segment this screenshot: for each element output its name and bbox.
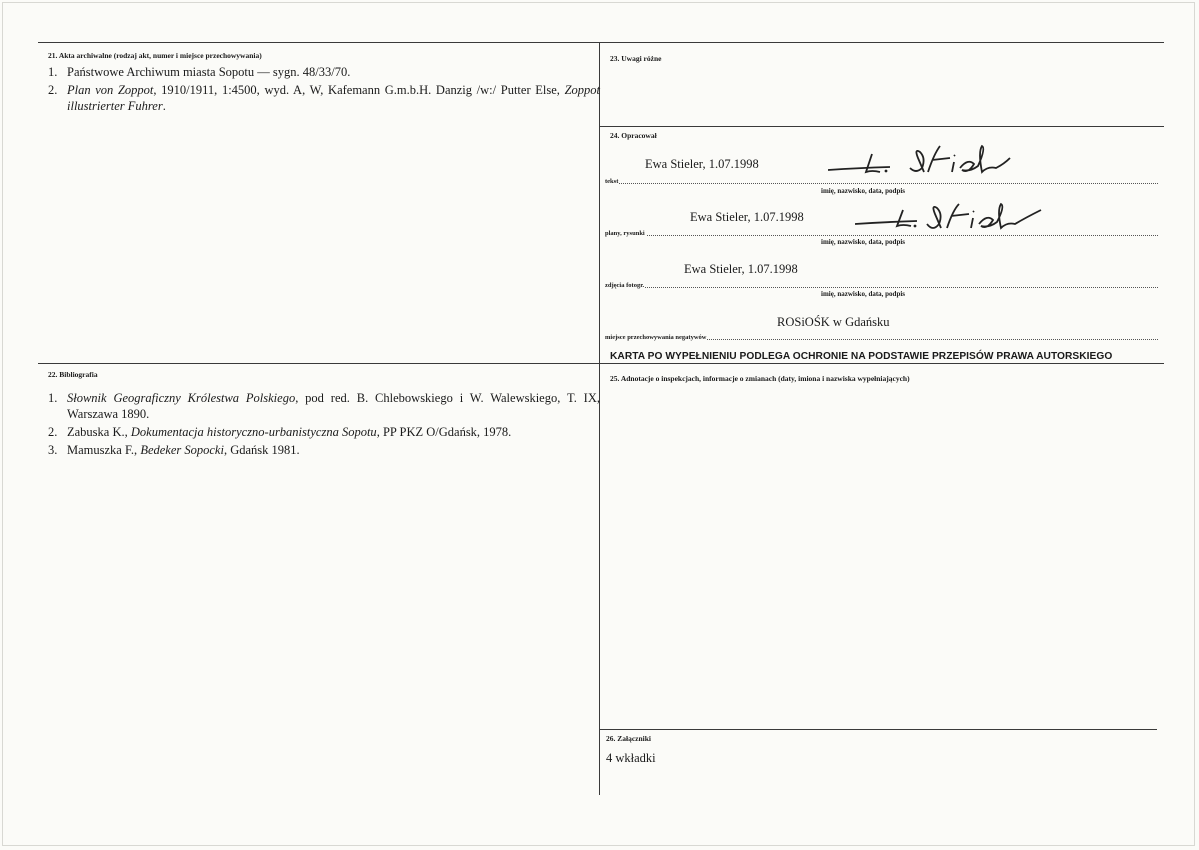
bibliography-list xyxy=(48,390,600,458)
item-number: 3. xyxy=(48,443,58,457)
photos-author-caption: imię, nazwisko, data, podpis xyxy=(821,290,906,298)
section-23-label: 23. Uwagi różne xyxy=(610,54,662,63)
item-text: Państwowe Archiwum miasta Sopotu — sygn. 48/33/70. xyxy=(67,65,351,79)
section-25-label: 25. Adnotacje o inspekcjach, informacje o zmianach (daty, imiona i nazwiska wypełniających) xyxy=(610,374,910,383)
item-text xyxy=(67,390,600,422)
item-text xyxy=(67,82,600,114)
section-26-label: 26. Załączniki xyxy=(606,734,652,743)
item-number: 1. xyxy=(48,391,58,405)
item-title: Słownik Geograficzny Królestwa Polskiego xyxy=(67,391,296,405)
top-rule xyxy=(38,42,1164,43)
item-rest: , 1910/1911, 1:4500, wyd. A, W, Kafemann G.m.b.H. Danzig /w:/ Putter Else, xyxy=(153,83,565,97)
negatives-location-label: miejsce przechowywania negatywów xyxy=(605,334,707,341)
section-22-label: 22. Bibliografia xyxy=(48,370,98,379)
negatives-location-field xyxy=(605,328,1158,342)
item-title-2: Zoppot illustrierter Fuhrer xyxy=(67,83,600,113)
drawings-author-caption: imię, nazwisko, data, podpis xyxy=(821,238,906,246)
drawings-author-value: Ewa Stieler, 1.07.1998 xyxy=(690,210,804,224)
dotted-line xyxy=(605,183,1158,184)
item-author: Mamuszka F., xyxy=(67,443,141,457)
item-title: Dokumentacja historyczno-urbanistyczna Sopotu xyxy=(130,425,377,439)
list-item xyxy=(48,424,600,440)
list-item xyxy=(48,82,600,114)
dotted-line xyxy=(605,235,1158,236)
rule-25-26 xyxy=(599,729,1157,730)
item-rest: , PP PKZ O/Gdańsk, 1978. xyxy=(376,425,512,439)
photos-author-label: zdjęcia fotogr. xyxy=(605,282,645,289)
text-author-field xyxy=(605,172,1158,186)
item-title: Bedeker Sopocki xyxy=(140,443,224,457)
item-text xyxy=(67,442,600,458)
photos-author-value: Ewa Stieler, 1.07.1998 xyxy=(684,262,798,276)
drawings-author-field xyxy=(605,224,1158,238)
item-end: . xyxy=(162,99,166,113)
rule-23-24 xyxy=(599,126,1164,127)
archival-records-list xyxy=(48,64,600,114)
item-rest: , pod red. B. Chlebowskiego i W. Walewskiego, T. IX, Warszawa 1890. xyxy=(67,391,600,421)
item-number: 1. xyxy=(48,65,58,79)
item-rest: , Gdańsk 1981. xyxy=(223,443,300,457)
item-title: Plan von Zoppot xyxy=(67,83,154,97)
section-24-label: 24. Opracował xyxy=(610,131,657,140)
section-21-label: 21. Akta archiwalne (rodzaj akt, numer i miejsce przechowywania) xyxy=(48,51,262,60)
text-author-caption: imię, nazwisko, data, podpis xyxy=(821,187,906,195)
copyright-notice: KARTA PO WYPEŁNIENIU PODLEGA OCHRONIE NA PODSTAWIE PRZEPISÓW PRAWA AUTORSKIEGO xyxy=(610,351,1113,362)
list-item xyxy=(48,390,600,422)
drawings-author-label: plany, rysunki xyxy=(605,230,645,237)
item-number: 2. xyxy=(48,425,58,439)
item-author: Zabuska K., xyxy=(67,425,131,439)
item-number: 2. xyxy=(48,83,58,97)
photos-author-field xyxy=(605,276,1158,290)
item-text xyxy=(67,424,600,440)
text-author-value: Ewa Stieler, 1.07.1998 xyxy=(645,157,759,171)
list-item xyxy=(48,64,600,80)
list-item xyxy=(48,442,600,458)
text-author-label: tekst xyxy=(605,178,619,185)
middle-rule xyxy=(38,363,1164,364)
negatives-location-value: ROSiOŚK w Gdańsku xyxy=(777,315,890,329)
attachments-value: 4 wkładki xyxy=(606,751,656,765)
dotted-line xyxy=(605,287,1158,288)
